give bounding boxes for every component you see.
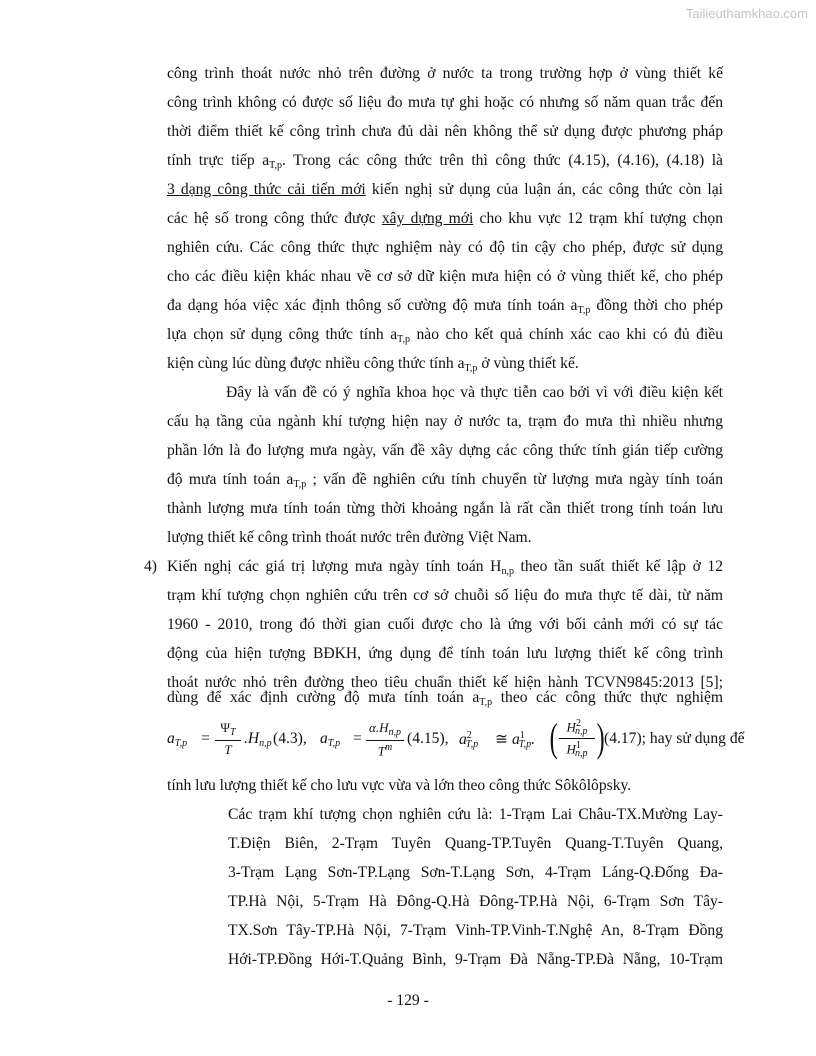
text: kiến nghị sử dụng của luận án, các công thức còn lại: [365, 181, 723, 198]
subscript: T,p: [397, 334, 411, 345]
paragraph-line: [167, 354, 723, 374]
formula-variable: $a^1_{T,p}$.: [512, 730, 536, 751]
underlined-text: xây dựng mới: [381, 210, 474, 227]
station-list-line: Các trạm khí tượng chọn nghiên cứu là: 1-Trạm Lai Châu-TX.Mường Lay-: [228, 806, 723, 823]
text: tính trực tiếp a: [167, 152, 270, 169]
paragraph-line: thành lượng mưa tính toán từng thời khoảng ngắn là rất cần thiết trong tính toán lưu: [167, 500, 723, 517]
text: cho khu vực 12 trạm khí tượng chọn: [473, 210, 723, 227]
text: đồng thời cho phép: [590, 297, 724, 314]
text: ; vấn đề nghiên cứu tính chuyển từ lượng mưa ngày tính toán: [306, 471, 724, 488]
fraction-denominator: $H^1_{n,p}$: [566, 740, 588, 760]
station-list-line: 3-Trạm Lạng Sơn-TP.Lạng Sơn-T.Lạng Sơn, 4-Trạm Láng-Q.Đống Đa-: [228, 864, 723, 881]
formula-variable: $a_{T,p}$: [320, 730, 341, 749]
fraction-bar: [559, 738, 595, 739]
paragraph-line: [167, 296, 723, 316]
paragraph-line: lượng thiết kế công trình thoát nước trên đường Việt Nam.: [167, 529, 532, 546]
paragraph-line: nghiên cứu. Các công thức thực nghiệm này có độ tin cậy cho phép, được sử dụng: [167, 239, 723, 256]
paragraph-line: [167, 325, 723, 345]
paragraph-line: [167, 470, 723, 490]
formula-fraction: [366, 720, 404, 764]
formula-reference: (4.17); hay sử dụng để: [604, 730, 745, 747]
text: Kiến nghị các giá trị lượng mưa ngày tính toán H: [167, 558, 502, 575]
formula-operator: =: [201, 730, 210, 747]
fraction-numerator: $\alpha.H_{n,p}$: [369, 720, 401, 738]
text: lựa chọn sử dụng công thức tính a: [167, 326, 398, 343]
formula-fraction: [559, 718, 595, 764]
formula-line: [167, 715, 745, 766]
text: độ mưa tính toán a: [167, 471, 294, 488]
formula-reference: (4.3),: [273, 730, 307, 747]
fraction-bar: [366, 740, 404, 741]
text: đa dạng hóa việc xác định thông số cường độ mưa tính toán a: [167, 297, 578, 314]
station-list-line: Hới-TP.Đồng Hới-T.Quảng Bình, 9-Trạm Đà Nẵng-TP.Đà Nẵng, 10-Trạm: [228, 951, 723, 968]
subscript: T,p: [293, 479, 307, 490]
text: các hệ số trong công thức được: [167, 210, 382, 227]
fraction-numerator: $H^2_{n,p}$: [566, 718, 588, 738]
watermark: Tailieuthamkhao.com: [685, 6, 808, 21]
text: . Trong các công thức trên thì công thức (4.15), (4.16), (4.18) là: [282, 152, 723, 169]
paragraph-line: trạm khí tượng chọn nghiên cứu trên cơ sở chuỗi số liệu đo mưa thực tế dài, từ năm: [167, 587, 723, 604]
formula-variable: $a_{T,p}$: [167, 730, 188, 749]
paragraph-line: cho các điều kiện khác nhau về cơ sở dữ kiện mưa hiện có ở vùng thiết kế, cho phép: [167, 268, 723, 285]
formula-fraction: [215, 720, 241, 764]
paragraph-line: [167, 688, 723, 708]
paragraph-line: công trình không có được số liệu đo mưa tự ghi hoặc có nhưng số năm quan trắc đến: [167, 94, 723, 111]
text: theo các công thức thực nghiệm: [492, 689, 723, 706]
text: dùng để xác định cường độ mưa tính toán a: [167, 689, 480, 706]
paragraph-line: Đây là vấn đề có ý nghĩa khoa học và thực tiễn cao bởi vì với điều kiện kết: [226, 384, 723, 401]
page-number: - 129 -: [387, 992, 429, 1009]
formula-reference: (4.15),: [407, 730, 449, 747]
text: nào cho kết quả chính xác cao khi có đủ điều: [410, 326, 723, 343]
underlined-text: 3 dạng công thức cải tiến mới: [167, 181, 366, 198]
fraction-denominator: T: [224, 742, 232, 757]
text: ở vùng thiết kế.: [477, 355, 579, 372]
subscript: n,p: [501, 566, 514, 577]
subscript: T,p: [577, 305, 591, 316]
paragraph-line: công trình thoát nước nhỏ trên đường ở nước ta trong trường hợp ở vùng thiết kế: [167, 65, 723, 82]
formula-variable: $.H_{n,p}$: [244, 730, 272, 749]
paragraph-line: tính lưu lượng thiết kế cho lưu vực vừa và lớn theo công thức Sôkôlôpsky.: [167, 777, 632, 794]
formula-variable: $a^2_{T,p}$: [459, 730, 479, 751]
station-list-line: T.Điện Biên, 2-Trạm Tuyên Quang-TP.Tuyên Quang-T.Tuyên Quang,: [228, 835, 723, 852]
fraction-numerator: $\Psi_T$: [220, 720, 236, 738]
subscript: T,p: [464, 363, 478, 374]
formula-operator: =: [353, 730, 362, 747]
formula-operator: ≅: [495, 731, 509, 748]
paragraph-line: [167, 557, 723, 577]
paragraph-line: thoát nước nhỏ trên đường theo tiêu chuẩn thiết kế hiện hành TCVN9845:2013 [5];: [167, 674, 723, 691]
subscript: T,p: [479, 697, 493, 708]
list-number: 4): [144, 558, 157, 575]
paragraph-line: động của hiện tượng BĐKH, ứng dụng để tính toán lưu lượng thiết kế công trình: [167, 645, 723, 662]
text: theo tần suất thiết kế lập ở 12: [513, 558, 724, 575]
station-list-line: TX.Sơn Tây-TP.Hà Nội, 7-Trạm Vinh-TP.Vinh-T.Nghệ An, 8-Trạm Đồng: [228, 922, 723, 939]
subscript: T,p: [269, 160, 282, 171]
paragraph-line: [167, 180, 723, 200]
paragraph-line: [167, 209, 723, 229]
paragraph-line: phần lớn là đo lượng mưa ngày, vấn đề xây dựng các công thức tính gián tiếp cường: [167, 442, 723, 459]
paragraph-line: cấu hạ tầng của ngành khí tượng hiện nay ở nước ta, trạm đo mưa thì nhiều nhưng: [167, 413, 723, 430]
station-list-line: TP.Hà Nội, 5-Trạm Hà Đông-Q.Hà Đông-TP.Hà Nội, 6-Trạm Sơn Tây-: [228, 893, 723, 910]
fraction-denominator: $T^m$: [377, 742, 393, 759]
paragraph-line: 1960 - 2010, trong đó thời gian cuối được cho là ứng với bối cảnh mới có sự tác: [167, 616, 723, 633]
text: kiện cùng lúc dùng được nhiều công thức tính a: [167, 355, 465, 372]
paragraph-line: [167, 151, 723, 171]
left-parenthesis: (: [549, 715, 558, 760]
fraction-bar: [215, 740, 241, 741]
right-parenthesis: ): [596, 715, 605, 760]
paragraph-line: thời điểm thiết kế công trình chưa đủ dài nên không thể sử dụng được phương pháp: [167, 123, 723, 140]
